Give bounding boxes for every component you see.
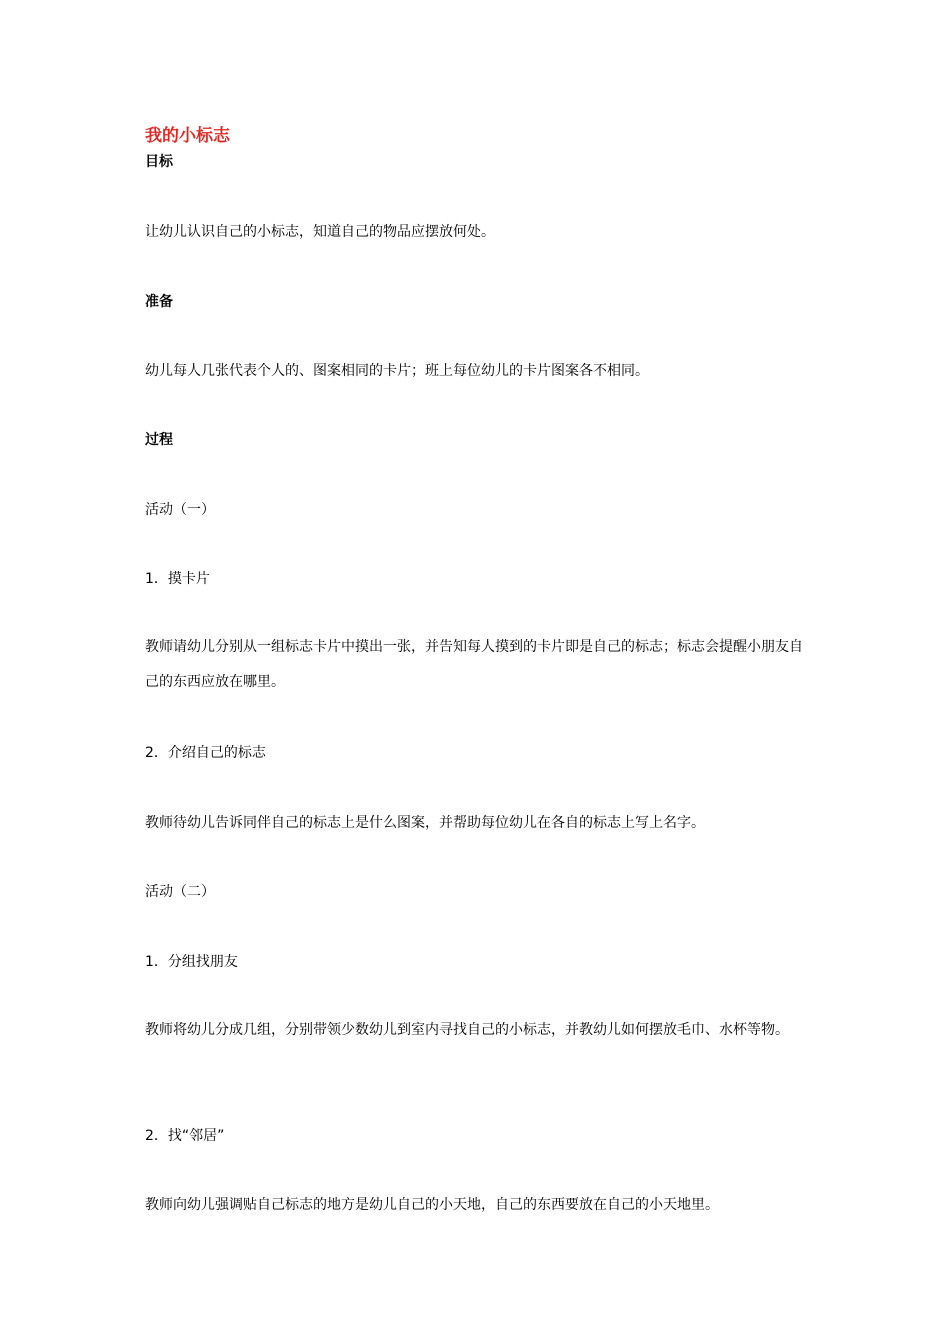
document-title: 我的小标志 [145, 126, 230, 146]
process-heading: 过程 [145, 432, 173, 448]
activity2-step1-title: 1．分组找朋友 [145, 954, 238, 970]
activity1-label: 活动（一） [145, 502, 215, 518]
prep-heading: 准备 [145, 294, 173, 310]
goal-heading: 目标 [145, 154, 173, 170]
activity1-step1-text: 教师请幼儿分别从一组标志卡片中摸出一张，并告知每人摸到的卡片即是自己的标志；标志会提醒小朋友自己的东西应放在哪里。 [145, 639, 803, 690]
goal-text: 让幼儿认识自己的小标志，知道自己的物品应摆放何处。 [145, 224, 495, 240]
activity2-label: 活动（二） [145, 884, 215, 900]
activity2-step1-text: 教师将幼儿分成几组，分别带领少数幼儿到室内寻找自己的小标志，并教幼儿如何摆放毛巾、水杯等物。 [145, 1022, 789, 1038]
activity1-step2-text: 教师待幼儿告诉同伴自己的标志上是什么图案，并帮助每位幼儿在各自的标志上写上名字。 [145, 815, 705, 831]
prep-text: 幼儿每人几张代表个人的、图案相同的卡片；班上每位幼儿的卡片图案各不相同。 [145, 363, 649, 379]
activity2-step2-title: 2．找“邻居” [145, 1128, 225, 1144]
activity1-step1-title: 1．摸卡片 [145, 571, 210, 587]
activity1-step2-title: 2．介绍自己的标志 [145, 745, 266, 761]
activity2-step2-text: 教师向幼儿强调贴自己标志的地方是幼儿自己的小天地，自己的东西要放在自己的小天地里。 [145, 1197, 719, 1213]
